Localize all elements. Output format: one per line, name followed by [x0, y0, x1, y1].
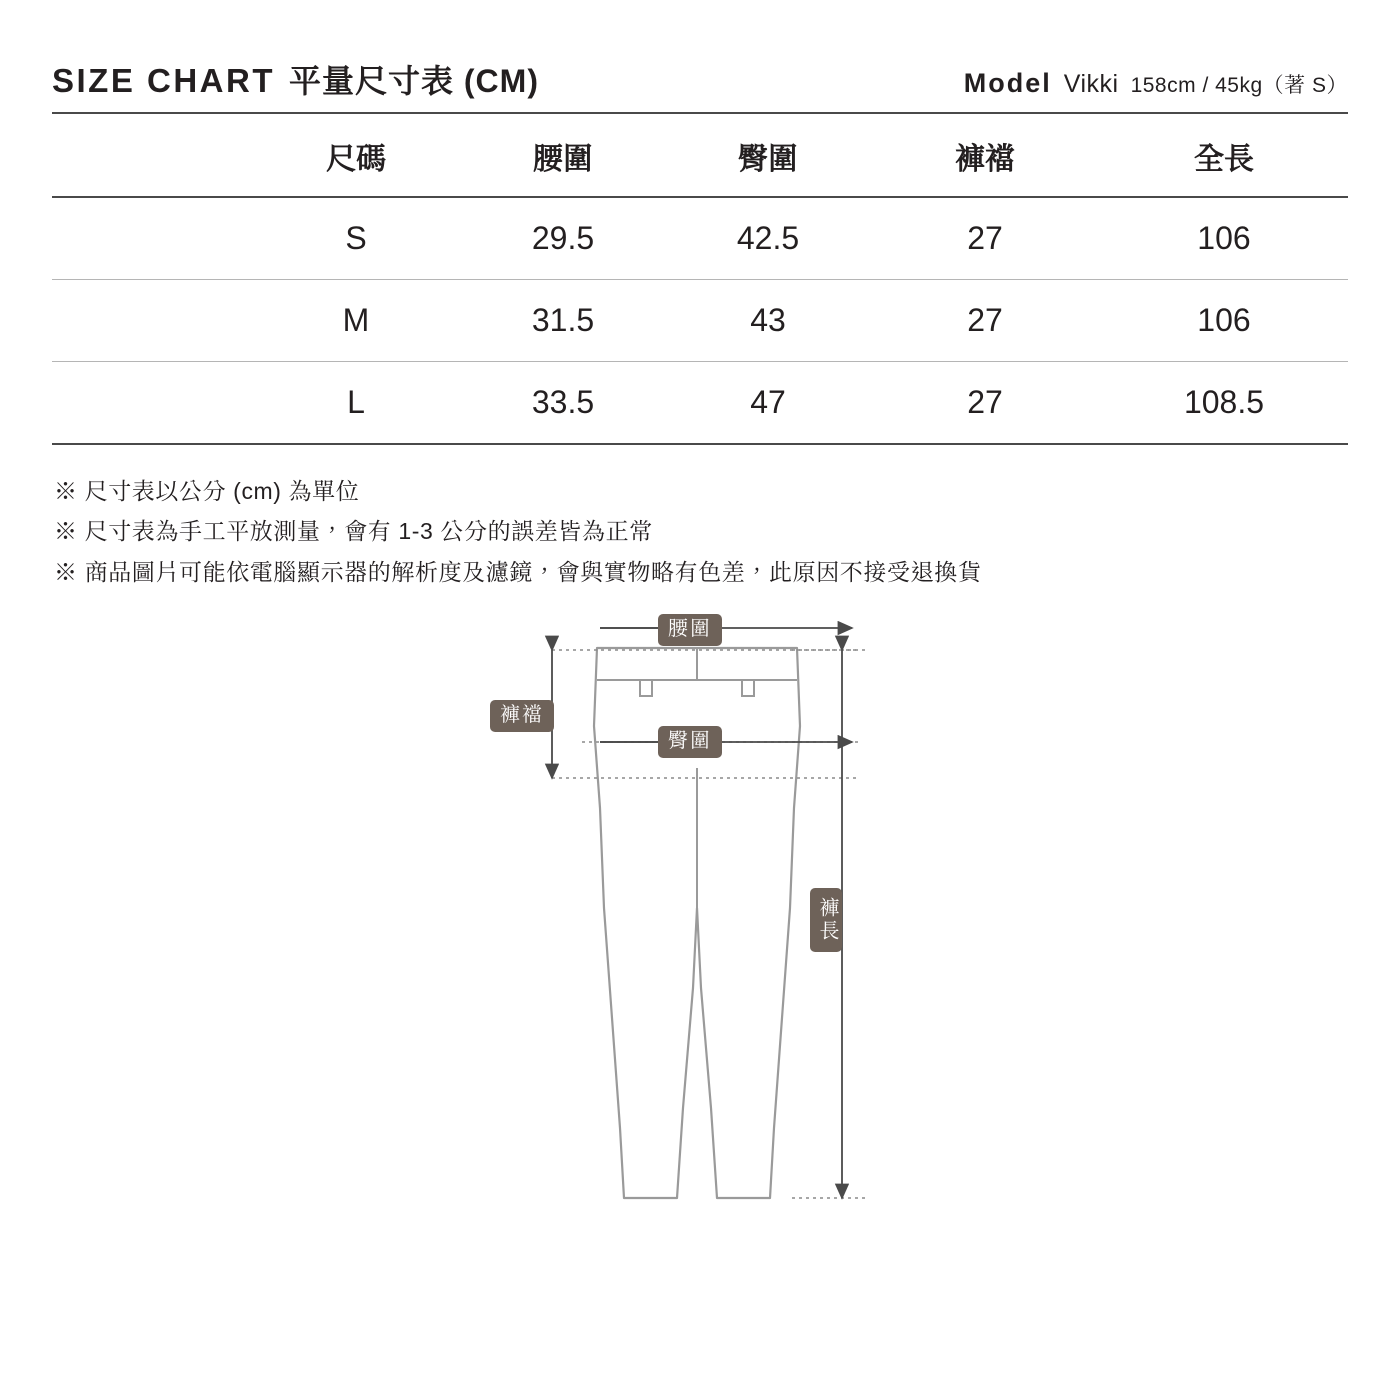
model-label: Model	[963, 68, 1052, 98]
table-col-hip: 臀圍	[666, 113, 870, 197]
cell-length: 106	[1100, 197, 1348, 280]
cell-waist: 33.5	[460, 362, 666, 445]
cell-rise: 27	[870, 280, 1100, 362]
note-item: ※ 尺寸表為手工平放測量，會有 1-3 公分的誤差皆為正常	[54, 518, 653, 545]
notes-list	[52, 471, 1348, 592]
cell-waist: 29.5	[460, 197, 666, 280]
table-col-spacer	[52, 113, 252, 197]
diagram-label-hip: 臀圍	[658, 726, 722, 758]
title-english: SIZE CHART	[52, 62, 275, 99]
row-spacer	[52, 362, 252, 445]
cell-hip: 42.5	[666, 197, 870, 280]
model-name: Vikki	[1063, 70, 1119, 98]
cell-rise: 27	[870, 197, 1100, 280]
size-table	[52, 112, 1348, 445]
cell-hip: 47	[666, 362, 870, 445]
table-row	[52, 197, 1348, 280]
cell-size: L	[252, 362, 460, 445]
cell-length: 106	[1100, 280, 1348, 362]
table-header	[52, 113, 1348, 197]
cell-rise: 27	[870, 362, 1100, 445]
row-spacer	[52, 197, 252, 280]
note-item: ※ 商品圖片可能依電腦顯示器的解析度及濾鏡，會與實物略有色差，此原因不接受退換貨	[54, 558, 982, 585]
page-title	[52, 56, 539, 102]
table-col-rise: 褲襠	[870, 113, 1100, 197]
diagram-label-length: 褲長	[810, 888, 842, 952]
cell-length: 108.5	[1100, 362, 1348, 445]
note-item: ※ 尺寸表以公分 (cm) 為單位	[54, 478, 360, 504]
table-col-length: 全長	[1100, 113, 1348, 197]
cell-waist: 31.5	[460, 280, 666, 362]
row-spacer	[52, 280, 252, 362]
table-header-row	[52, 113, 1348, 197]
model-info	[964, 68, 1348, 99]
table-row	[52, 362, 1348, 445]
table-col-waist: 腰圍	[460, 113, 666, 197]
table-row	[52, 280, 1348, 362]
cell-size: S	[252, 197, 460, 280]
title-chinese: 平量尺寸表 (CM)	[289, 63, 539, 99]
diagram-label-waist: 腰圍	[658, 614, 722, 646]
cell-size: M	[252, 280, 460, 362]
table-col-size: 尺碼	[252, 113, 460, 197]
table-body	[52, 197, 1348, 444]
cell-hip: 43	[666, 280, 870, 362]
model-spec: 158cm / 45kg（著 S）	[1130, 74, 1348, 97]
pants-illustration-svg	[52, 608, 1348, 1248]
measurement-diagram	[52, 608, 1348, 1248]
page-header	[52, 0, 1348, 112]
diagram-label-rise: 褲襠	[490, 700, 554, 732]
